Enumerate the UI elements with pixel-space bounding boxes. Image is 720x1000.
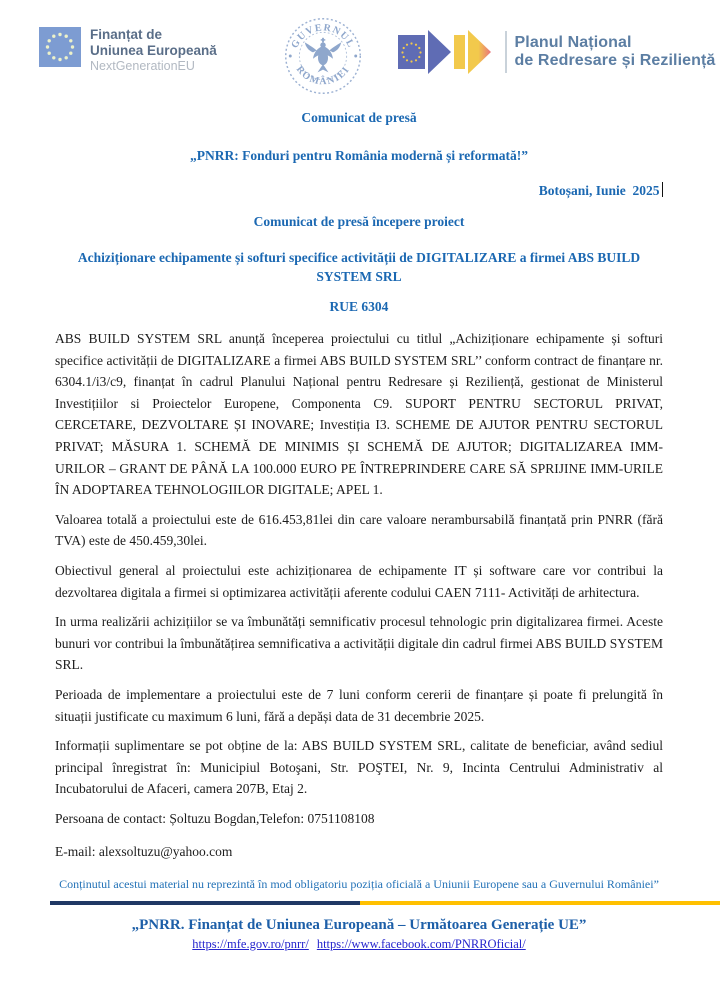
paragraph-implementation-period: Perioada de implementare a proiectului este de 7 luni conform cererii de finanțare și poate fi prelungită în situații justificate cu maximum 6 luni, fără a depăși data de 31 decembrie 2025. — [55, 686, 663, 724]
press-release-heading: Comunicat de presă — [301, 110, 417, 125]
seal-top-text: GUVERNUL — [289, 22, 357, 51]
pnrr-logo-text — [515, 34, 716, 70]
eu-logo-text — [90, 27, 217, 74]
paragraph-general-objective: Obiectivul general al proiectului este achiziționarea de echipamente IT și software care vor contribui la dezvoltarea digitala a firmei si optimizarea activității aferente codului CAEN 7111- Activități de arhitectura. — [55, 562, 663, 600]
romanian-government-seal — [283, 15, 363, 102]
pnrr-motto-heading: „PNRR: Fonduri pentru România modernă și reformată!” — [190, 148, 528, 163]
email-line: E-mail: alexsoltuzu@yahoo.com — [55, 844, 233, 860]
paragraph-project-announcement: ABS BUILD SYSTEM SRL anunță începerea proiectului cu titlul „Achiziționare echipamente și softuri specifice activității de DIGITALIZARE a firmei ABS BUILD SYSTEM SRL’’ conform contract de finanțare nr. 6304.1/i3/c9, finanțat în cadrul Planului Național pentru Redresare și Reziliență, gestionat de Ministerul Investițiilor si Proiectelor Europene, Componenta C9. SUPORT PENTRU SECTORUL PRIVAT, CERCETARE, DEZVOLTARE ȘI INOVARE; Investiția I3. SCHEME DE AJUTOR PENTRU SECTORUL PRIVAT; MĂSURA 1. SCHEMĂ DE MINIMIS ȘI SCHEMĂ DE AJUTOR; DIGITALIZAREA IMM-URILOR – GRANT DE PÂNĂ LA 100.000 EURO PE ÎNTREPRINDERE CARE SĂ SPRIJINE IMM-URILE ÎN ADOPTAREA TEHNOLOGIILOR DIGITALE; APEL 1. — [55, 331, 663, 498]
paragraph-project-value: Valoarea totală a proiectului este de 616.453,81lei din care valoare nerambursabilă finanțată prin PNRR (fără TVA) este de 450.459,30lei. — [55, 511, 663, 549]
footer-slogan: „PNRR. Finanțat de Uniunea Europeană – Următoarea Generație UE” — [131, 916, 587, 933]
eu-flag-icon — [39, 27, 81, 67]
mfe-pnrr-link[interactable]: https://mfe.gov.ro/pnrr/ — [192, 936, 309, 951]
date-line — [55, 182, 663, 200]
rue-number-heading: RUE 6304 — [329, 299, 389, 314]
footer-divider — [50, 901, 720, 905]
project-title-heading: Achiziționare echipamente și softuri specifice activității de DIGITALIZARE a firmei ABS BUILD SYSTEM SRL — [77, 250, 641, 284]
pnrr-logo-line1: Planul Național — [514, 34, 632, 51]
document-content — [0, 102, 720, 952]
eu-logo-line2: Uniunea Europeană — [90, 42, 217, 58]
logo-header — [0, 0, 720, 102]
government-seal-icon — [283, 15, 363, 97]
pnrr-logo-line2: de Redresare și Reziliență — [514, 52, 716, 69]
pnrr-logo-separator — [505, 31, 507, 73]
seal-bottom-text: ROMÂNIEI — [293, 64, 353, 88]
eagle-emblem — [305, 38, 341, 73]
paragraph-improvements: In urma realizării achizițiilor se va îmbunătăți semnificativ procesul tehnologic prin digitalizarea firmei. Aceste bunuri vor contribui la îmbunătățirea semnificativa a activității digitale din cadrul firmei ABS BUILD SYSTEM SRL. — [55, 614, 663, 673]
pnrr-arrows-icon — [397, 28, 499, 76]
paragraph-additional-info: Informații suplimentare se pot obține de la: ABS BUILD SYSTEM SRL, calitate de beneficiar, având sediul principal înregistrat în: Municipiul Botoşani, Str. POŞTEI, Nr. 9, Incinta Centrului Administrativ al Incubatorului de Afaceri, camera 207B, Etaj 2. — [55, 738, 663, 797]
divider-yellow-segment — [360, 901, 720, 905]
facebook-pnrr-link[interactable]: https://www.facebook.com/PNRROficial/ — [316, 936, 526, 951]
eu-logo-line3: NextGenerationEU — [90, 59, 195, 73]
contact-person-line: Persoana de contact: Șoltuzu Bogdan,Telefon: 0751108108 — [55, 810, 375, 826]
date-text: Botoșani, Iunie 2025 — [538, 183, 660, 198]
divider-navy-segment — [50, 901, 360, 905]
eu-logo-line1: Finanțat de — [90, 27, 163, 42]
text-cursor — [662, 182, 664, 197]
disclaimer-text: Conținutul acestui material nu reprezintă în mod obligatoriu poziția oficială a Uniunii Europene sau a Guvernului României” — [59, 877, 659, 892]
eu-funded-logo — [39, 27, 217, 74]
project-start-heading: Comunicat de presă începere proiect — [253, 214, 465, 229]
footer-links — [55, 936, 663, 952]
pnrr-logo — [397, 28, 715, 76]
